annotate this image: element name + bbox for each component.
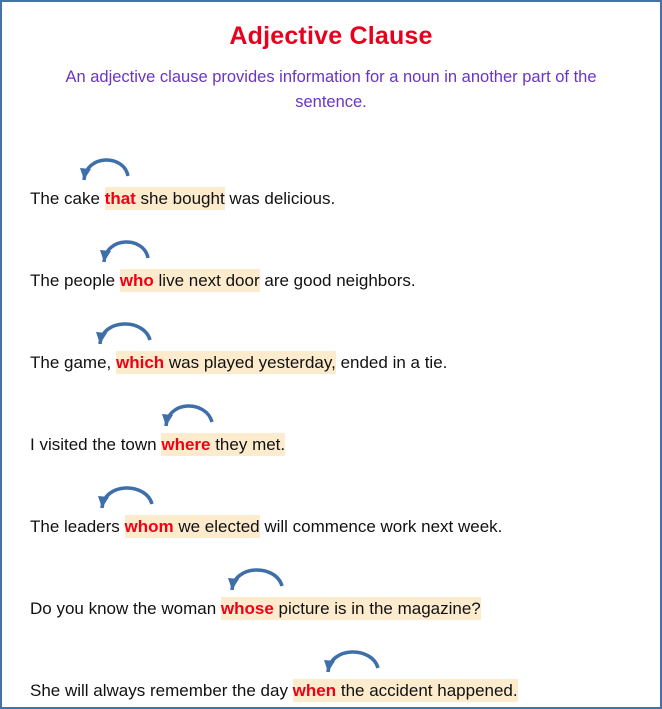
relative-pronoun: whom bbox=[124, 517, 174, 536]
sentence-pre: The game, bbox=[30, 353, 116, 372]
curved-arrow-icon bbox=[94, 474, 160, 510]
curved-arrow-icon bbox=[224, 556, 290, 592]
sentence-post: ended in a tie. bbox=[335, 353, 448, 372]
example-row bbox=[2, 461, 660, 543]
sentence bbox=[30, 435, 285, 455]
sentence bbox=[30, 353, 447, 373]
relative-pronoun: when bbox=[292, 681, 337, 700]
sentence-pre: Do you know the woman bbox=[30, 599, 221, 618]
sentence-post: was delicious. bbox=[224, 189, 336, 208]
curved-arrow-icon bbox=[92, 310, 158, 346]
curved-arrow-icon bbox=[96, 228, 156, 264]
relative-pronoun: who bbox=[119, 271, 154, 290]
sentence-post: will commence work next week. bbox=[259, 517, 503, 536]
sentence-pre: I visited the town bbox=[30, 435, 162, 454]
sentence bbox=[30, 189, 335, 209]
clause-text: live next door bbox=[153, 271, 260, 290]
sentence-pre: She will always remember the day bbox=[30, 681, 293, 700]
curved-arrow-icon bbox=[158, 392, 220, 428]
sentence bbox=[30, 599, 481, 619]
example-row bbox=[2, 297, 660, 379]
clause-text: they met. bbox=[210, 435, 286, 454]
example-row bbox=[2, 379, 660, 461]
curved-arrow-icon bbox=[320, 638, 386, 674]
clause-text: she bought bbox=[135, 189, 225, 208]
sentence bbox=[30, 681, 518, 701]
sentence-pre: The people bbox=[30, 271, 120, 290]
sentence bbox=[30, 517, 502, 537]
sentence-pre: The leaders bbox=[30, 517, 125, 536]
relative-pronoun: where bbox=[161, 435, 211, 454]
clause-text: the accident happened. bbox=[336, 681, 518, 700]
page-subtitle: An adjective clause provides information for a noun in another part of the sentence. bbox=[65, 68, 597, 111]
page-title: Adjective Clause bbox=[229, 22, 433, 50]
example-row bbox=[2, 133, 660, 215]
example-row bbox=[2, 625, 660, 707]
sentence-post: are good neighbors. bbox=[259, 271, 416, 290]
sentence bbox=[30, 271, 416, 291]
example-row bbox=[2, 215, 660, 297]
examples-list bbox=[2, 133, 660, 707]
clause-text: picture is in the magazine? bbox=[273, 599, 481, 618]
relative-pronoun: whose bbox=[220, 599, 274, 618]
curved-arrow-icon bbox=[76, 146, 136, 182]
relative-pronoun: that bbox=[104, 189, 136, 208]
clause-text: was played yesterday, bbox=[164, 353, 336, 372]
example-row bbox=[2, 543, 660, 625]
relative-pronoun: which bbox=[116, 353, 165, 372]
clause-text: we elected bbox=[173, 517, 260, 536]
sentence-pre: The cake bbox=[30, 189, 105, 208]
